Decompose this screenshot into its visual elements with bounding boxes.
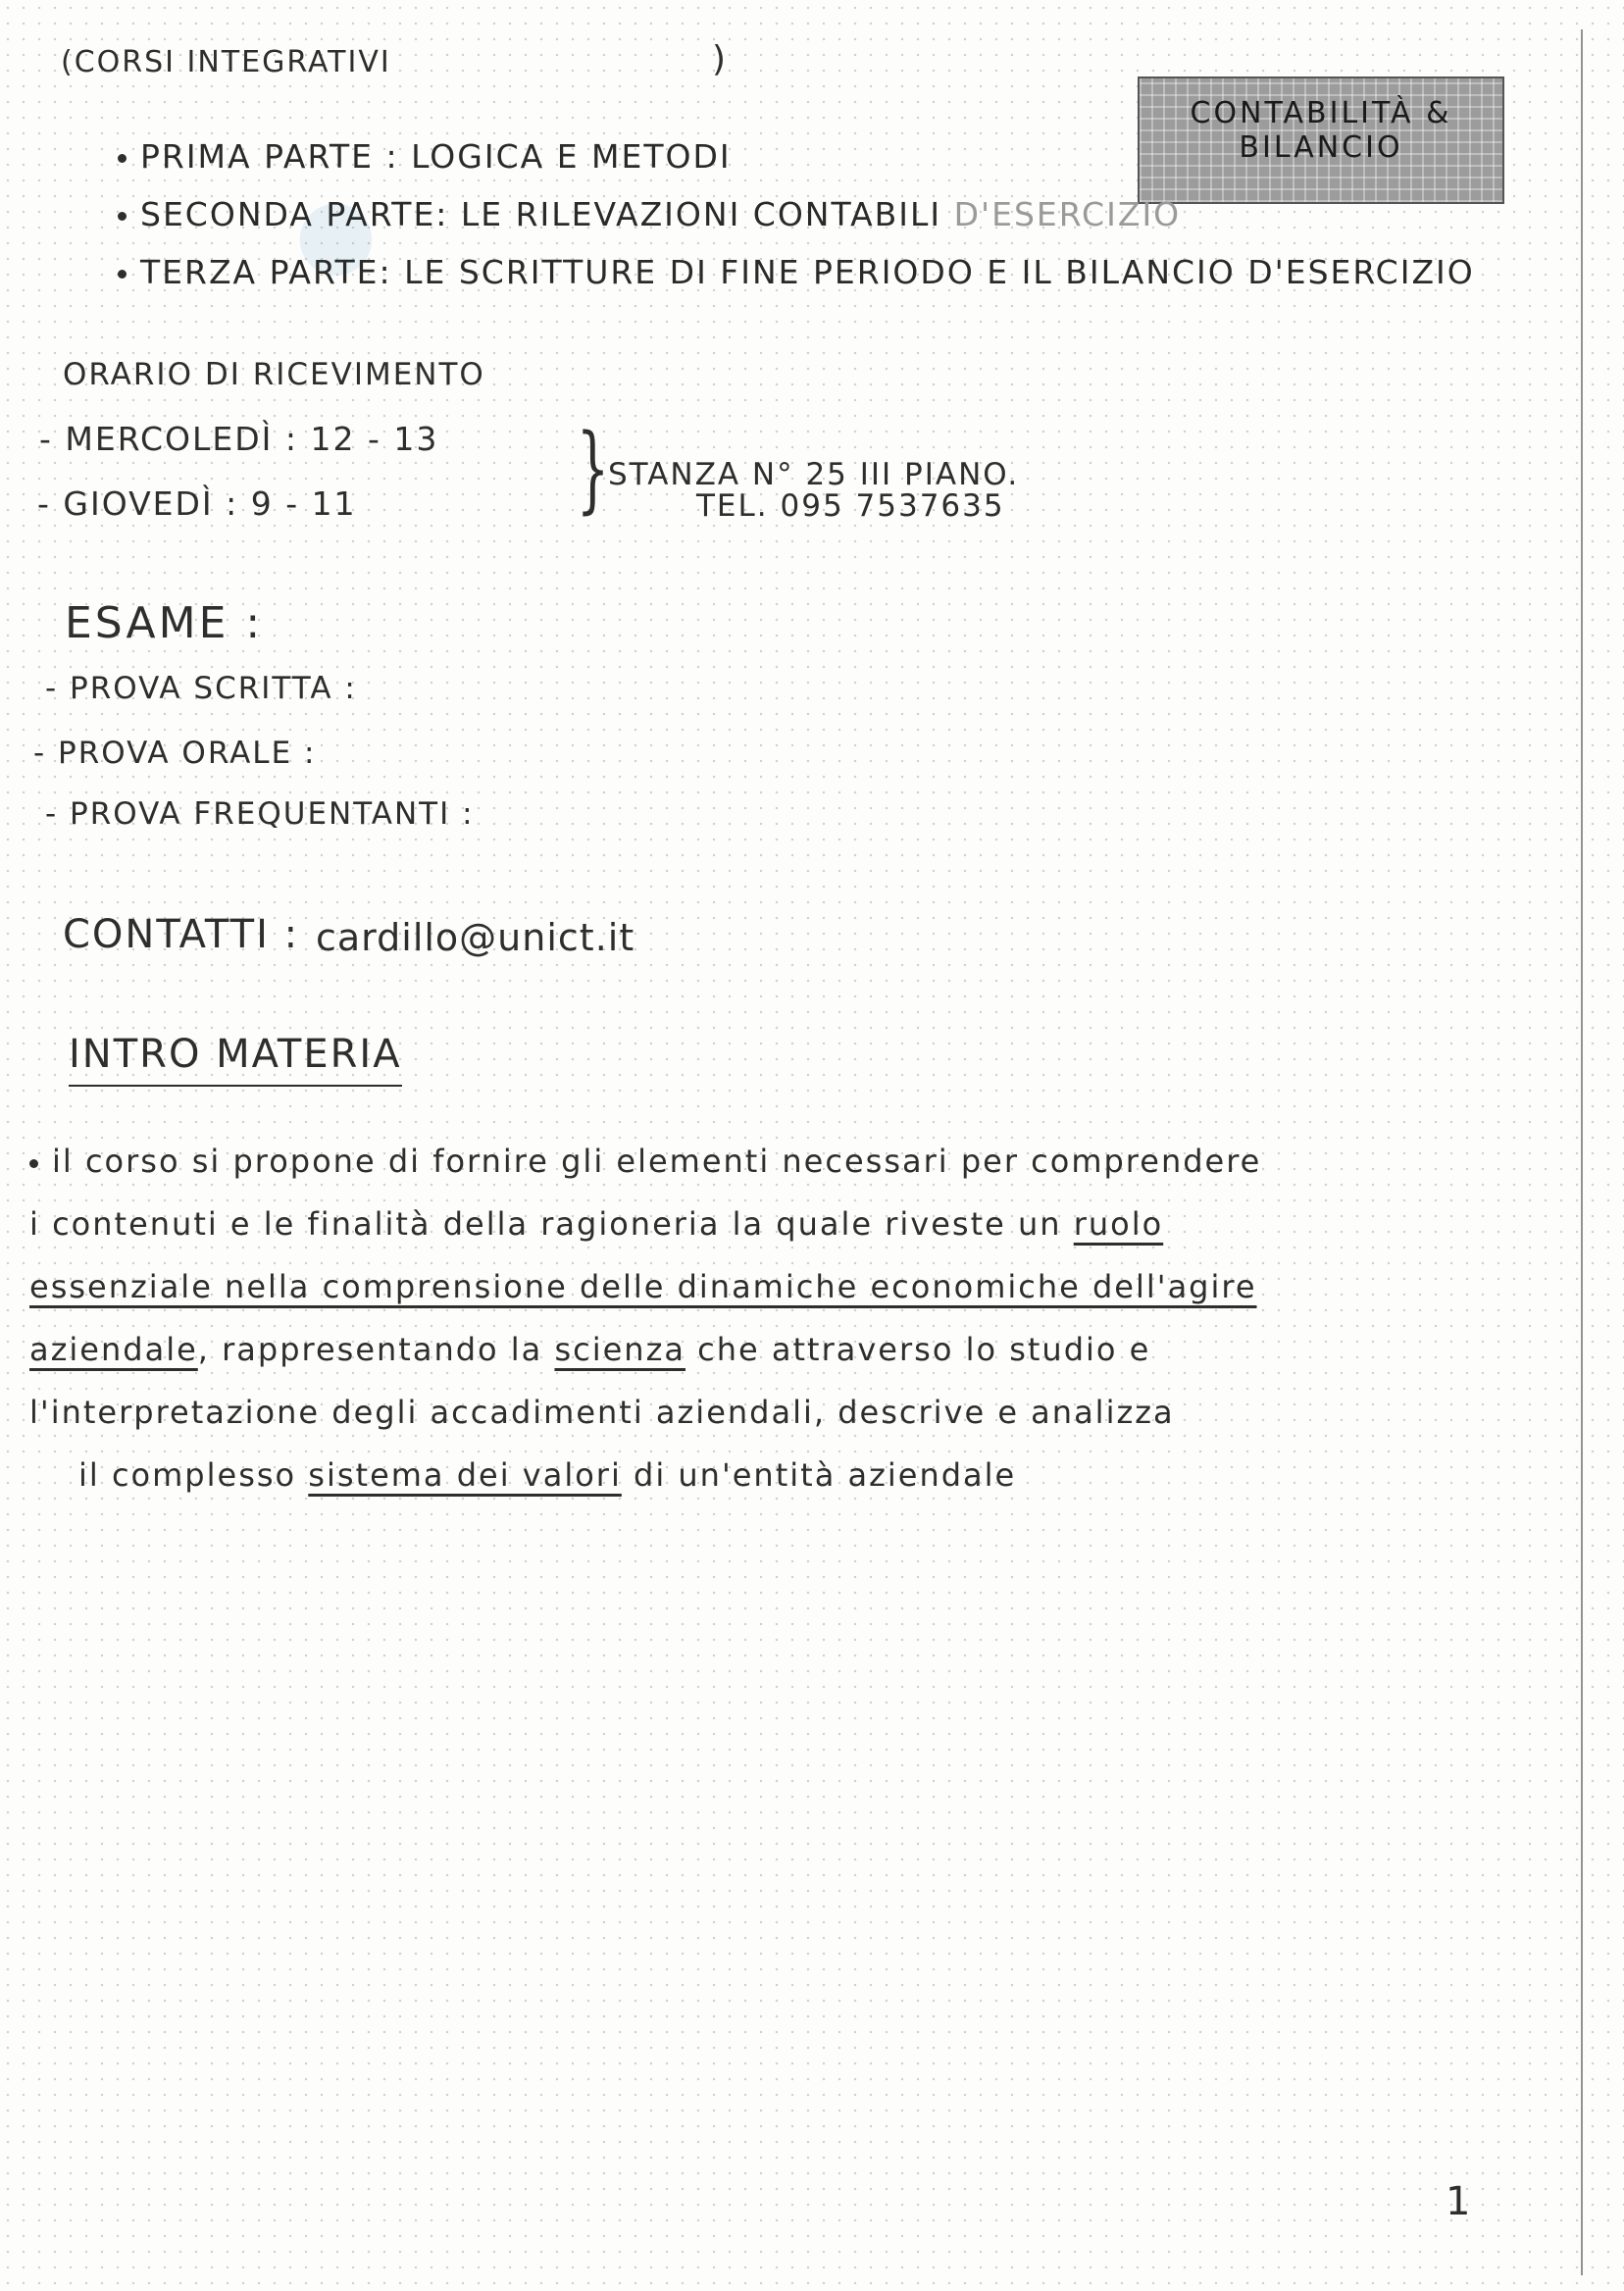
list-item (118, 137, 1475, 176)
page-number: 1 (1446, 2179, 1471, 2224)
exam-written: - PROVA SCRITTA : (45, 671, 357, 706)
curly-brace: } (576, 414, 610, 524)
corsi-heading: (CORSI INTEGRATIVI (61, 45, 391, 79)
underlined-text: essenziale nella comprensione delle dinamiche economiche dell'agire (29, 1268, 1257, 1305)
intro-paragraph (29, 1130, 1589, 1506)
paragraph-line (29, 1444, 1589, 1506)
text-span: di un'entità aziendale (621, 1456, 1017, 1494)
text-span: il complesso (78, 1456, 309, 1494)
underlined-text: aziendale (29, 1331, 198, 1368)
course-parts-list (118, 137, 1475, 311)
intro-section-title: INTRO MATERIA (69, 1032, 402, 1087)
text-span: il corso si propone di fornire gli elementi necessari per comprendere (52, 1143, 1262, 1180)
office-hours-wednesday: - MERCOLEDÌ : 12 - 13 (39, 420, 439, 458)
text-span: i contenuti e le finalità della ragioneria la quale riveste un (29, 1205, 1074, 1243)
part-label: TERZA PARTE: LE SCRITTURE DI FINE PERIODO E IL BILANCIO D'ESERCIZIO (140, 253, 1475, 291)
paragraph-line (29, 1255, 1589, 1318)
closing-parenthesis: ) (712, 39, 729, 79)
bullet-icon (118, 212, 127, 221)
bullet-icon (118, 270, 127, 279)
bullet-icon (29, 1159, 38, 1168)
stamp-line-2: BILANCIO (1239, 130, 1403, 165)
text-span: che attraverso lo studio e (685, 1331, 1151, 1368)
paragraph-line (29, 1130, 1589, 1193)
office-hours-thursday: - GIOVEDÌ : 9 - 11 (37, 484, 357, 523)
watermark-mark: ● (265, 163, 399, 302)
text-span: , rappresentando la (197, 1331, 555, 1368)
paragraph-line (29, 1381, 1589, 1444)
part-label: SECONDA PARTE: LE RILEVAZIONI CONTABILI (140, 195, 954, 233)
exam-oral: - PROVA ORALE : (33, 736, 317, 771)
exam-attending: - PROVA FREQUENTANTI : (45, 796, 475, 832)
underlined-text: ruolo (1073, 1205, 1164, 1243)
bullet-icon (118, 154, 127, 163)
stamp-line-1: CONTABILITÀ & (1190, 96, 1452, 130)
list-item (118, 253, 1475, 291)
office-hours-title: ORARIO DI RICEVIMENTO (63, 357, 485, 392)
underlined-text: sistema dei valori (308, 1456, 622, 1494)
contacts-label: CONTATTI : (63, 912, 300, 957)
underlined-text: scienza (554, 1331, 685, 1368)
part-label: PRIMA PARTE : LOGICA E METODI (140, 137, 732, 176)
paragraph-line (29, 1318, 1589, 1381)
part-faded-text: D'ESERCIZIO (953, 195, 1182, 233)
room-info: STANZA N° 25 III PIANO. (608, 457, 1020, 492)
paragraph-line (29, 1193, 1589, 1255)
phone-info: TEL. 095 7537635 (696, 488, 1005, 524)
text-span: l'interpretazione degli accadimenti aziendali, descrive e analizza (29, 1394, 1175, 1431)
list-item (118, 195, 1475, 233)
contact-email: cardillo@unict.it (316, 916, 635, 959)
exam-title: ESAME : (65, 598, 264, 648)
